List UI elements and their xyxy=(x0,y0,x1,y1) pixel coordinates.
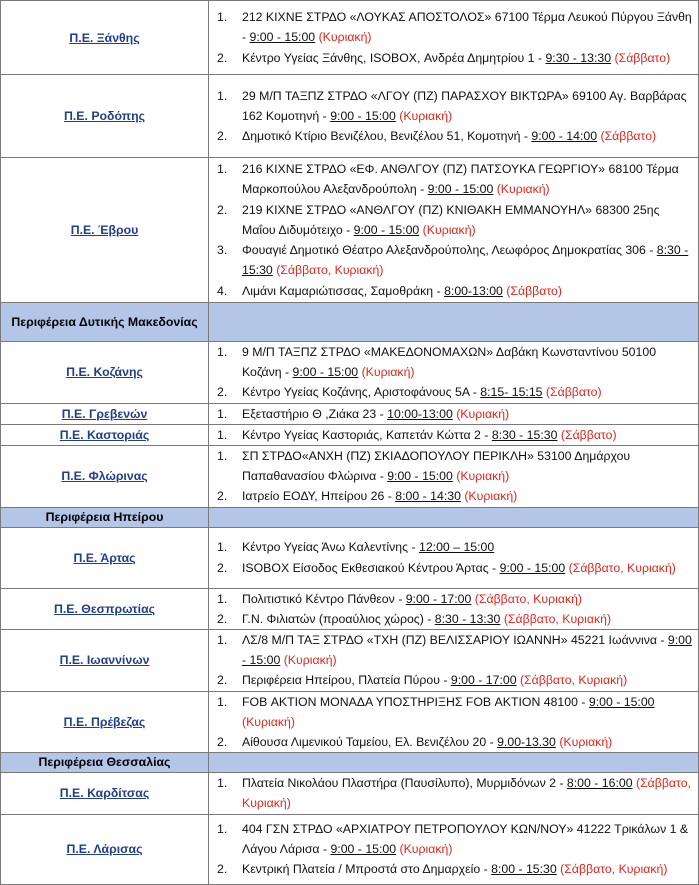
days-note: (Σάββατο, Κυριακή) xyxy=(556,862,668,877)
opening-hours: 9:00 - 15:00 xyxy=(499,560,566,575)
location-item xyxy=(209,589,698,609)
item-number: 1. xyxy=(217,406,228,421)
table-row xyxy=(1,75,699,158)
opening-hours: 12:00 – 15:00 xyxy=(419,540,495,555)
unit-link[interactable]: Π.Ε. Καστοριάς xyxy=(59,427,150,442)
region-title: Περιφέρεια Θεσσαλίας xyxy=(38,755,171,770)
location-item xyxy=(209,86,698,126)
location-text: Κεντρική Πλατεία / Μπροστά στο Δημαρχείο - xyxy=(242,862,492,877)
locations-cell xyxy=(209,588,699,629)
location-text: Πολιτιστικό Κέντρο Πάνθεον - xyxy=(242,591,406,606)
location-item xyxy=(209,404,698,424)
table-row xyxy=(1,446,699,508)
locations-cell xyxy=(209,773,699,814)
location-item xyxy=(209,159,698,199)
empty-cell xyxy=(209,507,699,527)
unit-cell xyxy=(1,630,209,692)
region-row xyxy=(1,753,699,773)
item-number: 1. xyxy=(217,633,228,648)
days-note: (Κυριακή) xyxy=(452,469,510,484)
unit-cell xyxy=(1,814,209,884)
location-item xyxy=(209,281,698,301)
opening-hours: 9:30 - 13:30 xyxy=(545,50,612,65)
days-note: (Κυριακή) xyxy=(452,406,510,421)
opening-hours: 9:00 - 15:00 xyxy=(387,469,453,484)
location-item xyxy=(209,537,698,557)
unit-cell xyxy=(1,424,209,445)
locations-list xyxy=(209,86,698,147)
unit-link[interactable]: Π.Ε. Άρτας xyxy=(73,550,136,565)
item-number: 2. xyxy=(217,611,228,626)
location-text: 219 ΚΙΧΝΕ ΣΤΡΔΟ «ΑΝΘΛΓΟΥ (ΠΖ) ΚΝΙΘΑΚΗ ΕΜΜΑΝΟΥΗΛ» 68300 25ης Μαΐου Διδυμότειχο - xyxy=(242,202,660,237)
locations-list xyxy=(209,819,698,880)
opening-hours: 9:00 - 15:00 xyxy=(353,222,420,237)
opening-hours: 9:00 - 15:00 xyxy=(427,182,494,197)
days-note: (Σάββατο) xyxy=(597,129,657,144)
location-text: ΛΣ/8 Μ/Π ΤΑΞ ΣΤΡΔΟ «ΤΧΗ (ΠΖ) ΒΕΛΙΣΣΑΡΙΟΥ ΙΩΑΝΝΗ» 45221 Ιωάννινα - xyxy=(242,633,668,648)
unit-cell xyxy=(1,507,209,527)
location-item xyxy=(209,382,698,402)
location-text: ISOBOX Είσοδος Εκθεσιακού Κέντρου Άρτας - xyxy=(242,560,500,575)
unit-cell xyxy=(1,1,209,75)
days-note: (Κυριακή) xyxy=(242,714,295,729)
location-text: Δημοτικό Κτίριο Βενιζέλου, Βενιζέλου 51, Κομοτηνή - xyxy=(242,129,532,144)
unit-link[interactable]: Π.Ε. Καρδίτσας xyxy=(59,786,150,801)
item-number: 1. xyxy=(217,449,228,464)
days-note: (Κυριακή) xyxy=(280,653,337,668)
days-note: (Σάββατο) xyxy=(542,385,602,400)
item-number: 1. xyxy=(217,776,228,791)
item-number: 1. xyxy=(217,88,228,103)
location-text: 212 ΚΙΧΝΕ ΣΤΡΔΟ «ΛΟΥΚΑΣ ΑΠΟΣΤΟΛΟΣ» 67100 Τέρμα Λευκού Πύργου Ξάνθη - xyxy=(242,10,692,45)
location-text: Κέντρο Υγείας Ξάνθης, ISOBOX, Ανδρέα Δημητρίου 1 - xyxy=(242,50,546,65)
location-text: Κέντρο Υγείας Άνω Καλεντίνης - xyxy=(242,540,419,555)
item-number: 1. xyxy=(217,345,228,359)
days-note: (Κυριακή) xyxy=(396,842,453,857)
unit-cell xyxy=(1,342,209,404)
item-number: 2. xyxy=(217,489,228,504)
region-row xyxy=(1,303,699,342)
location-text: Αίθουσα Λιμενικού Ταμείου, Ελ. Βενιζέλου 20 - xyxy=(242,735,498,750)
days-note: (Σάββατο, Κυριακή) xyxy=(565,560,676,575)
item-number: 1. xyxy=(217,10,228,25)
unit-link[interactable]: Π.Ε. Λάρισας xyxy=(66,842,143,857)
days-note: (Σάββατο, Κυριακή) xyxy=(500,611,612,626)
locations-cell xyxy=(209,630,699,692)
locations-cell xyxy=(209,691,699,753)
unit-link[interactable]: Π.Ε. Ιωαννίνων xyxy=(59,653,150,668)
unit-cell xyxy=(1,75,209,158)
locations-list xyxy=(209,446,698,507)
region-row xyxy=(1,507,699,527)
opening-hours: 8:15- 15:15 xyxy=(480,385,543,400)
location-text: Φουαγιέ Δημοτικό Θέατρο Αλεξανδρούπολης, Λεωφόρος Δημοκρατίας 306 - xyxy=(242,243,657,258)
item-number: 2. xyxy=(217,673,228,688)
location-item xyxy=(209,486,698,506)
opening-hours: 9:00 - 15:00 xyxy=(330,108,396,123)
region-title: Περιφέρεια Δυτικής Μακεδονίας xyxy=(11,314,198,329)
table-row xyxy=(1,424,699,445)
table-row xyxy=(1,1,699,75)
opening-hours: 9.00-13.30 xyxy=(497,735,556,750)
location-text: Κέντρο Υγείας Καστοριάς, Καπετάν Κώττα 2 - xyxy=(242,427,492,442)
location-text: FOB ΑΚΤΙΟΝ ΜΟΝΑΔΑ ΥΠΟΣΤΗΡΙΞΗΣ FOB ΑΚΤΙΟΝ 48100 - xyxy=(242,694,589,709)
item-number: 2. xyxy=(217,385,228,400)
locations-cell xyxy=(209,424,699,445)
opening-hours: 8:30 - 13:30 xyxy=(434,611,501,626)
opening-hours: 9:00 - 15:00 xyxy=(242,633,692,668)
location-text: Γ.Ν. Φιλιατών (προαύλιος χώρος) - xyxy=(242,611,435,626)
location-item xyxy=(209,240,698,280)
locations-list xyxy=(209,159,698,300)
location-item xyxy=(209,692,698,732)
days-note: (Σάββατο, Κυριακή) xyxy=(242,776,691,811)
locations-list xyxy=(209,773,698,813)
table-row xyxy=(1,403,699,424)
unit-link[interactable]: Π.Ε. Φλώρινας xyxy=(61,469,148,484)
location-item xyxy=(209,342,698,382)
table-row xyxy=(1,814,699,884)
opening-hours: 9:00 - 15:00 xyxy=(588,694,655,709)
days-note: (Σάββατο, Κυριακή) xyxy=(471,591,583,606)
locations-list xyxy=(209,630,698,691)
item-number: 1. xyxy=(217,821,228,836)
item-number: 1. xyxy=(217,540,228,555)
days-note: (Κυριακή) xyxy=(493,182,550,197)
opening-hours: 9:00 - 15:00 xyxy=(249,30,316,45)
locations-cell xyxy=(209,75,699,158)
item-number: 2. xyxy=(217,129,228,144)
location-text: Εξεταστήριο Θ ,Ζιάκα 23 - xyxy=(242,406,388,421)
location-item xyxy=(209,732,698,752)
location-text: 9 Μ/Π ΤΑΞΠΖ ΣΤΡΔΟ «ΜΑΚΕΔΟΝΟΜΑΧΩΝ» Δαβάκη Κωνσταντίνου 50100 Κοζάνη - xyxy=(242,345,657,380)
locations-cell xyxy=(209,814,699,884)
item-number: 2. xyxy=(217,862,228,877)
opening-hours: 10:00-13:00 xyxy=(387,406,453,421)
opening-hours: 9:00 - 15:00 xyxy=(330,842,397,857)
days-note: (Σάββατο) xyxy=(611,50,671,65)
opening-hours: 9:00 - 17:00 xyxy=(450,673,517,688)
opening-hours: 9:00 - 15:00 xyxy=(292,365,359,380)
item-number: 2. xyxy=(217,560,228,575)
item-number: 3. xyxy=(217,243,228,258)
location-item xyxy=(209,609,698,629)
locations-cell xyxy=(209,342,699,404)
locations-cell xyxy=(209,1,699,75)
days-note: (Σάββατο) xyxy=(502,283,562,298)
location-item xyxy=(209,446,698,486)
days-note: (Κυριακή) xyxy=(419,222,476,237)
opening-hours: 8:00-13:00 xyxy=(444,283,503,298)
locations-list xyxy=(209,404,698,424)
item-number: 2. xyxy=(217,202,228,217)
table-row xyxy=(1,630,699,692)
opening-hours: 8:30 - 15:30 xyxy=(242,243,689,278)
opening-hours: 9:00 - 17:00 xyxy=(405,591,472,606)
locations-cell xyxy=(209,158,699,303)
location-text: Κέντρο Υγείας Κοζάνης, Αριστοφάνους 5Α - xyxy=(242,385,481,400)
unit-cell xyxy=(1,303,209,342)
locations-list xyxy=(209,589,698,629)
item-number: 1. xyxy=(217,427,228,442)
unit-link[interactable]: Π.Ε. Θεσπρωτίας xyxy=(53,601,156,616)
unit-link[interactable]: Π.Ε. Πρέβεζας xyxy=(63,714,146,729)
table-row xyxy=(1,158,699,303)
opening-hours: 9:00 - 14:00 xyxy=(531,129,598,144)
item-number: 4. xyxy=(217,283,228,298)
table-row xyxy=(1,527,699,588)
days-note: (Κυριακή) xyxy=(555,735,613,750)
table-row xyxy=(1,691,699,753)
opening-hours: 8:00 - 16:00 xyxy=(566,776,633,791)
location-text: Πλατεία Νικολάου Πλαστήρα (Παυσίλυπο), Μυρμιδόνων 2 - xyxy=(242,776,567,791)
days-note: (Κυριακή) xyxy=(315,30,372,45)
unit-cell xyxy=(1,403,209,424)
location-item xyxy=(209,48,698,68)
location-item xyxy=(209,670,698,690)
unit-cell xyxy=(1,158,209,303)
unit-link[interactable]: Π.Ε. Γρεβενών xyxy=(61,406,148,421)
locations-list xyxy=(209,7,698,68)
location-item xyxy=(209,819,698,859)
locations-cell xyxy=(209,403,699,424)
empty-cell xyxy=(209,303,699,342)
item-number: 2. xyxy=(217,50,228,65)
locations-list xyxy=(209,692,698,753)
location-item xyxy=(209,773,698,813)
days-note: (Κυριακή) xyxy=(460,489,518,504)
days-note: (Σάββατο, Κυριακή) xyxy=(516,673,628,688)
unit-link[interactable]: Π.Ε. Κοζάνης xyxy=(66,365,143,380)
location-item xyxy=(209,630,698,670)
locations-list xyxy=(209,537,698,577)
days-note: (Σάββατο) xyxy=(557,427,617,442)
table-row xyxy=(1,773,699,814)
location-item xyxy=(209,126,698,146)
location-text: Λιμάνι Καμαριώτισσας, Σαμοθράκη - xyxy=(242,283,445,298)
opening-hours: 8:00 - 14:30 xyxy=(395,489,461,504)
item-number: 1. xyxy=(217,591,228,606)
table-body xyxy=(1,1,699,885)
days-note: (Κυριακή) xyxy=(358,365,415,380)
location-item xyxy=(209,7,698,47)
table-row xyxy=(1,588,699,629)
unit-cell xyxy=(1,446,209,508)
region-title: Περιφέρεια Ηπείρου xyxy=(45,509,164,524)
unit-cell xyxy=(1,773,209,814)
location-text: 29 Μ/Π ΤΑΞΠΖ ΣΤΡΔΟ «ΛΓΟΥ (ΠΖ) ΠΑΡΑΣΧΟΥ ΒΙΚΤΩΡΑ» 69100 Αγ. Βαρβάρας 162 Κομοτηνή - xyxy=(242,88,687,123)
table-row xyxy=(1,342,699,404)
unit-cell xyxy=(1,753,209,773)
unit-link[interactable]: Π.Ε. Έβρου xyxy=(70,223,139,237)
opening-hours: 8:00 - 15:30 xyxy=(491,862,557,877)
days-note: (Σάββατο, Κυριακή) xyxy=(272,263,384,278)
location-text: ΣΠ ΣΤΡΔΟ«ΑΝΧΗ (ΠΖ) ΣΚΙΑΔΟΠΟΥΛΟΥ ΠΕΡΙΚΛΗ» 53100 Δημάρχου Παπαθανασίου Φλώρινα - xyxy=(242,449,631,484)
unit-cell xyxy=(1,588,209,629)
locations-list xyxy=(209,342,698,403)
unit-cell xyxy=(1,527,209,588)
opening-hours: 8:30 - 15:30 xyxy=(491,427,558,442)
days-note: (Κυριακή) xyxy=(395,108,453,123)
location-item xyxy=(209,558,698,578)
location-item xyxy=(209,425,698,445)
location-text: Περιφέρεια Ηπείρου, Πλατεία Πύρου - xyxy=(242,673,451,688)
item-number: 1. xyxy=(217,162,228,177)
unit-link[interactable]: Π.Ε. Ροδόπης xyxy=(64,109,145,123)
unit-link[interactable]: Π.Ε. Ξάνθης xyxy=(69,30,140,45)
location-text: Ιατρείο ΕΟΔΥ, Ηπείρου 26 - xyxy=(242,489,396,504)
locations-list xyxy=(209,425,698,445)
locations-cell xyxy=(209,527,699,588)
locations-cell xyxy=(209,446,699,508)
unit-cell xyxy=(1,691,209,753)
location-item xyxy=(209,859,698,879)
location-text: 216 ΚΙΧΝΕ ΣΤΡΔΟ «ΕΦ. ΑΝΘΛΓΟΥ (ΠΖ) ΠΑΤΣΟΥΚΑ ΓΕΩΡΓΙΟΥ» 68100 Τέρμα Μαρκοπούλου Αλεξανδρούπολη - xyxy=(242,162,679,197)
item-number: 1. xyxy=(217,694,228,709)
location-text: 404 ΓΣΝ ΣΤΡΔΟ «ΑΡΧΙΑΤΡΟΥ ΠΕΤΡΟΠΟΥΛΟΥ ΚΩΝ/ΝΟΥ» 41222 Τρικάλων 1 & Λάγου Λάρισα - xyxy=(242,821,689,857)
location-item xyxy=(209,200,698,240)
empty-cell xyxy=(209,753,699,773)
item-number: 2. xyxy=(217,735,228,750)
